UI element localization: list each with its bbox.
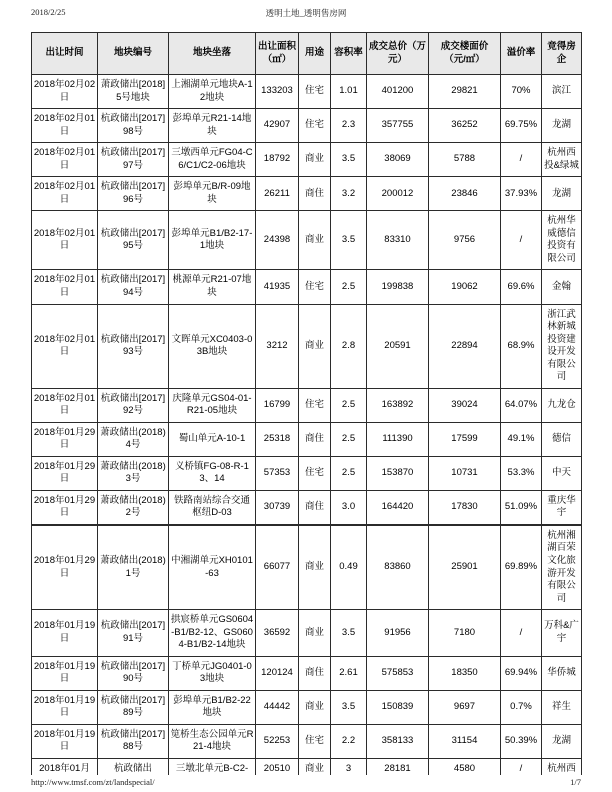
table-cell: 401200 — [367, 75, 429, 109]
table-cell: 17599 — [429, 422, 501, 456]
table-cell: 18350 — [429, 656, 501, 690]
table-cell: / — [501, 758, 542, 775]
table-cell: 彭埠单元B1/B2-17-1地块 — [169, 211, 256, 270]
table-cell: 150839 — [367, 690, 429, 724]
table-cell: 萧政储出(2018)1号 — [98, 525, 169, 610]
table-cell: 28181 — [367, 758, 429, 775]
table-cell: 3.5 — [331, 690, 367, 724]
table-cell: 0.7% — [501, 690, 542, 724]
table-cell: 杭州湘湖百荣文化旅游开发有限公司 — [542, 525, 582, 610]
table-cell: 杭政储出 — [98, 758, 169, 775]
table-cell: / — [501, 211, 542, 270]
table-cell: 2.61 — [331, 656, 367, 690]
table-cell: 2018年01月29日 — [32, 456, 98, 490]
table-cell: 68.9% — [501, 304, 542, 388]
table-cell: 彭埠单元B1/B2-22地块 — [169, 690, 256, 724]
table-cell: 2.3 — [331, 109, 367, 143]
table-cell: 浙江武林新城投资建设开发有限公司 — [542, 304, 582, 388]
table-cell: 9697 — [429, 690, 501, 724]
table-cell: 2.5 — [331, 388, 367, 422]
table-cell: 20591 — [367, 304, 429, 388]
table-cell: 2018年01月19日 — [32, 656, 98, 690]
table-cell: 龙湖 — [542, 177, 582, 211]
table-cell: 杭政储出[2017]96号 — [98, 177, 169, 211]
table-row — [32, 211, 582, 270]
table-cell: 153870 — [367, 456, 429, 490]
table-row — [32, 724, 582, 758]
table-cell: 44442 — [256, 690, 299, 724]
table-cell: 66077 — [256, 525, 299, 610]
table-cell: 萧政储出[2018]5号地块 — [98, 75, 169, 109]
land-transactions-table — [31, 32, 582, 775]
table-cell: 2018年01月19日 — [32, 690, 98, 724]
table-cell: 18792 — [256, 143, 299, 177]
table-cell: 杭州西投&绿城 — [542, 143, 582, 177]
table-cell: 91956 — [367, 610, 429, 657]
table-row — [32, 758, 582, 775]
print-header — [31, 7, 581, 19]
table-cell: 住宅 — [299, 724, 331, 758]
table-row — [32, 656, 582, 690]
table-cell: 9756 — [429, 211, 501, 270]
table-cell: 200012 — [367, 177, 429, 211]
table-cell: 3.0 — [331, 490, 367, 525]
table-cell: 庆隆单元GS04-01-R21-05地块 — [169, 388, 256, 422]
table-cell: 住宅 — [299, 75, 331, 109]
table-row — [32, 109, 582, 143]
table-header-row — [32, 33, 582, 75]
table-cell: 357755 — [367, 109, 429, 143]
table-cell: 69.75% — [501, 109, 542, 143]
table-cell: 2018年02月01日 — [32, 270, 98, 304]
table-cell: 2018年01月29日 — [32, 422, 98, 456]
table-cell: 2.5 — [331, 270, 367, 304]
table-cell: 重庆华宇 — [542, 490, 582, 525]
document-title: 透明土地_透明售房网 — [265, 8, 347, 18]
footer-url: http://www.tmsf.com/zt/landspecial/ — [31, 777, 155, 787]
table-cell: 69.89% — [501, 525, 542, 610]
table-cell: 69.6% — [501, 270, 542, 304]
table-cell: 37.93% — [501, 177, 542, 211]
table-cell: 笕桥生态公园单元R21-4地块 — [169, 724, 256, 758]
table-cell: 丁桥单元JG0401-03地块 — [169, 656, 256, 690]
column-header: 容积率 — [331, 33, 367, 75]
column-header: 用途 — [299, 33, 331, 75]
table-cell: 3.5 — [331, 143, 367, 177]
table-cell: 575853 — [367, 656, 429, 690]
table-cell: 3.2 — [331, 177, 367, 211]
table-cell: 龙湖 — [542, 109, 582, 143]
table-cell: 30739 — [256, 490, 299, 525]
table-cell: 2018年02月01日 — [32, 143, 98, 177]
table-cell: 万科&广宇 — [542, 610, 582, 657]
table-cell: 住宅 — [299, 109, 331, 143]
table-cell: 120124 — [256, 656, 299, 690]
table-cell: 52253 — [256, 724, 299, 758]
table-cell: 德信 — [542, 422, 582, 456]
table-cell: 萧政储出(2018)4号 — [98, 422, 169, 456]
table-cell: 2018年01月29日 — [32, 490, 98, 525]
table-cell: 2018年02月01日 — [32, 177, 98, 211]
column-header: 地块编号 — [98, 33, 169, 75]
table-cell: 杭州华威德信投资有限公司 — [542, 211, 582, 270]
table-cell: 杭政储出[2017]88号 — [98, 724, 169, 758]
table-cell: 龙湖 — [542, 724, 582, 758]
table-cell: 70% — [501, 75, 542, 109]
table-cell: 42907 — [256, 109, 299, 143]
table-cell: 商住 — [299, 422, 331, 456]
table-row — [32, 490, 582, 525]
table-cell: 商住 — [299, 656, 331, 690]
table-row — [32, 422, 582, 456]
table-cell: 中天 — [542, 456, 582, 490]
table-cell: 文晖单元XC0403-03B地块 — [169, 304, 256, 388]
table-cell: 彭埠单元R21-14地块 — [169, 109, 256, 143]
table-cell: 住宅 — [299, 388, 331, 422]
table-cell: 中湘湖单元XH0101-63 — [169, 525, 256, 610]
table-cell: 57353 — [256, 456, 299, 490]
table-row — [32, 690, 582, 724]
table-cell: 164420 — [367, 490, 429, 525]
table-cell: 5788 — [429, 143, 501, 177]
table-cell: 华侨城 — [542, 656, 582, 690]
print-footer — [31, 777, 581, 787]
table-cell: 64.07% — [501, 388, 542, 422]
table-cell: 53.3% — [501, 456, 542, 490]
table-clip-region — [31, 32, 583, 775]
table-cell: 4580 — [429, 758, 501, 775]
table-row — [32, 177, 582, 211]
table-cell: 商住 — [299, 490, 331, 525]
table-cell: 31154 — [429, 724, 501, 758]
table-cell: 杭政储出[2017]93号 — [98, 304, 169, 388]
table-cell: 上湘湖单元地块A-12地块 — [169, 75, 256, 109]
table-cell: 3.5 — [331, 610, 367, 657]
table-cell: 69.94% — [501, 656, 542, 690]
table-cell: 3212 — [256, 304, 299, 388]
table-row — [32, 143, 582, 177]
table-cell: 拱宸桥单元GS0604-B1/B2-12、GS0604-B1/B2-14地块 — [169, 610, 256, 657]
table-cell: 2.5 — [331, 422, 367, 456]
table-cell: 38069 — [367, 143, 429, 177]
table-cell: 杭政储出[2017]94号 — [98, 270, 169, 304]
column-header: 成交总价（万元） — [367, 33, 429, 75]
column-header: 成交楼面价（元/㎡） — [429, 33, 501, 75]
table-cell: / — [501, 610, 542, 657]
table-cell: 商业 — [299, 304, 331, 388]
table-row — [32, 525, 582, 610]
table-cell: 铁路南站综合交通枢纽D-03 — [169, 490, 256, 525]
table-cell: 2018年01月19日 — [32, 610, 98, 657]
table-cell: 36592 — [256, 610, 299, 657]
table-cell: 2.5 — [331, 456, 367, 490]
table-cell: 51.09% — [501, 490, 542, 525]
table-cell: 36252 — [429, 109, 501, 143]
table-row — [32, 270, 582, 304]
table-cell: 2018年01月19日 — [32, 724, 98, 758]
column-header: 溢价率 — [501, 33, 542, 75]
table-cell: 2018年02月01日 — [32, 388, 98, 422]
table-cell: 杭政储出[2017]92号 — [98, 388, 169, 422]
table-row — [32, 456, 582, 490]
table-cell: 义桥镇FG-08-R-13、14 — [169, 456, 256, 490]
table-cell: 九龙仓 — [542, 388, 582, 422]
table-cell: 50.39% — [501, 724, 542, 758]
table-cell: 杭政储出[2017]98号 — [98, 109, 169, 143]
table-cell: 商住 — [299, 177, 331, 211]
table-cell: 358133 — [367, 724, 429, 758]
table-cell: 祥生 — [542, 690, 582, 724]
column-header: 出让时间 — [32, 33, 98, 75]
table-cell: 桃源单元R21-07地块 — [169, 270, 256, 304]
table-cell: 19062 — [429, 270, 501, 304]
table-row — [32, 610, 582, 657]
table-cell: 杭政储出[2017]97号 — [98, 143, 169, 177]
table-cell: 17830 — [429, 490, 501, 525]
table-cell: 3 — [331, 758, 367, 775]
table-cell: 2018年01月 — [32, 758, 98, 775]
table-cell: 杭州西 — [542, 758, 582, 775]
table-cell: 住宅 — [299, 456, 331, 490]
table-cell: 133203 — [256, 75, 299, 109]
table-cell: 滨江 — [542, 75, 582, 109]
table-cell: 1.01 — [331, 75, 367, 109]
table-cell: 2018年02月01日 — [32, 211, 98, 270]
table-cell: 杭政储出[2017]90号 — [98, 656, 169, 690]
table-cell: / — [501, 143, 542, 177]
table-cell: 萧政储出(2018)2号 — [98, 490, 169, 525]
table-cell: 16799 — [256, 388, 299, 422]
column-header: 地块坐落 — [169, 33, 256, 75]
table-cell: 25901 — [429, 525, 501, 610]
table-cell: 26211 — [256, 177, 299, 211]
table-cell: 24398 — [256, 211, 299, 270]
table-cell: 199838 — [367, 270, 429, 304]
table-cell: 49.1% — [501, 422, 542, 456]
table-cell: 商业 — [299, 610, 331, 657]
table-cell: 39024 — [429, 388, 501, 422]
table-cell: 2018年02月01日 — [32, 304, 98, 388]
table-cell: 杭政储出[2017]91号 — [98, 610, 169, 657]
table-row — [32, 304, 582, 388]
print-date: 2018/2/25 — [31, 7, 66, 17]
table-cell: 杭政储出[2017]95号 — [98, 211, 169, 270]
table-cell: 商业 — [299, 525, 331, 610]
column-header: 出让面积（㎡） — [256, 33, 299, 75]
page-number: 1/7 — [570, 777, 581, 787]
table-cell: 三墩北单元B-C2- — [169, 758, 256, 775]
table-cell: 商业 — [299, 143, 331, 177]
table-cell: 3.5 — [331, 211, 367, 270]
table-cell: 23846 — [429, 177, 501, 211]
table-cell: 萧政储出(2018)3号 — [98, 456, 169, 490]
table-cell: 三墩西单元FG04-C6/C1/C2-06地块 — [169, 143, 256, 177]
table-cell: 25318 — [256, 422, 299, 456]
table-cell: 111390 — [367, 422, 429, 456]
table-cell: 2018年02月02日 — [32, 75, 98, 109]
table-cell: 7180 — [429, 610, 501, 657]
table-cell: 29821 — [429, 75, 501, 109]
table-row — [32, 388, 582, 422]
table-cell: 杭政储出[2017]89号 — [98, 690, 169, 724]
table-cell: 22894 — [429, 304, 501, 388]
table-cell: 2.2 — [331, 724, 367, 758]
table-cell: 商业 — [299, 690, 331, 724]
column-header: 竞得房企 — [542, 33, 582, 75]
table-cell: 住宅 — [299, 270, 331, 304]
table-cell: 金翰 — [542, 270, 582, 304]
table-row — [32, 75, 582, 109]
table-cell: 商业 — [299, 211, 331, 270]
table-cell: 20510 — [256, 758, 299, 775]
table-cell: 10731 — [429, 456, 501, 490]
table-cell: 彭埠单元B/R-09地块 — [169, 177, 256, 211]
table-cell: 2.8 — [331, 304, 367, 388]
table-cell: 41935 — [256, 270, 299, 304]
table-cell: 2018年01月29日 — [32, 525, 98, 610]
table-cell: 商业 — [299, 758, 331, 775]
table-cell: 83860 — [367, 525, 429, 610]
table-body — [32, 75, 582, 775]
table-cell: 2018年02月01日 — [32, 109, 98, 143]
table-cell: 0.49 — [331, 525, 367, 610]
table-cell: 蜀山单元A-10-1 — [169, 422, 256, 456]
table-cell: 83310 — [367, 211, 429, 270]
table-cell: 163892 — [367, 388, 429, 422]
